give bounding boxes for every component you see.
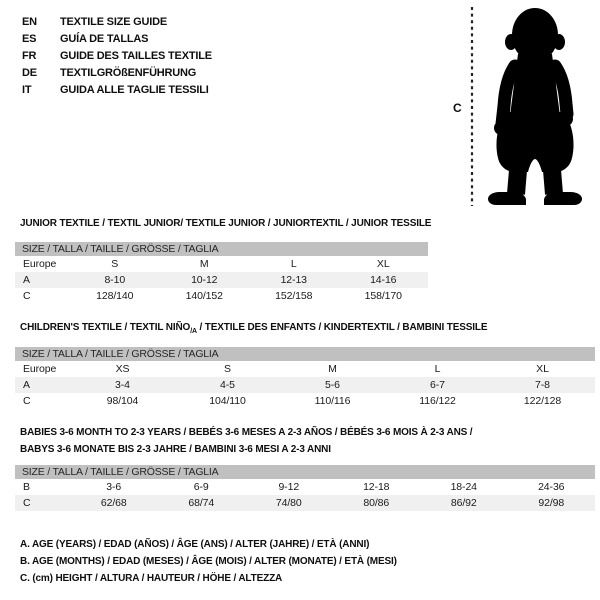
junior-row-height: [15, 288, 428, 304]
age-value: 12-13: [280, 274, 307, 286]
size-value: XL: [536, 363, 549, 375]
age-months-value: 12-18: [363, 481, 390, 493]
age-value: 7-8: [535, 379, 550, 391]
size-value: XL: [376, 258, 390, 270]
guide-title: GUIDE DES TAILLES TEXTILE: [60, 49, 212, 62]
size-value: XS: [115, 363, 130, 375]
age-months-value: 6-9: [193, 481, 209, 493]
babies-table: [15, 465, 595, 511]
guide-title: TEXTILE SIZE GUIDE: [60, 15, 168, 28]
size-value: S: [224, 363, 231, 375]
babies-title-line2: BABYS 3-6 MONATE BIS 2-3 JAHRE / BAMBINI 3-6 MESI A 2-3 ANNI: [20, 443, 331, 455]
row-label: C: [23, 497, 31, 509]
height-value: 68/74: [188, 497, 215, 509]
height-value: 110/116: [314, 395, 351, 407]
language-row-de: [22, 64, 212, 81]
size-value: S: [111, 258, 119, 270]
row-label: C: [23, 395, 31, 407]
junior-row-age: [15, 272, 428, 288]
size-value: L: [434, 363, 441, 375]
legend-block: [20, 536, 397, 587]
height-value: 92/98: [538, 497, 565, 509]
row-label: C: [23, 290, 31, 302]
height-value: 86/92: [450, 497, 477, 509]
height-value: 74/80: [275, 497, 302, 509]
height-value: 98/104: [106, 395, 139, 407]
babies-title-line1: BABIES 3-6 MONTH TO 2-3 YEARS / BEBÉS 3-6 MESES A 2-3 AÑOS / BÉBÉS 3-6 MOIS À 2-3 ANS /: [20, 427, 473, 438]
children-size-header: SIZE / TALLA / TAILLE / GRÖSSE / TAGLIA: [15, 347, 595, 361]
babies-table-title: [20, 425, 490, 458]
size-value: M: [328, 363, 337, 375]
language-row-fr: [22, 47, 212, 64]
legend-height-cm: C. (cm) HEIGHT / ALTURA / HAUTEUR / HÖHE / ALTEZZA: [20, 573, 283, 584]
age-value: 5-6: [325, 379, 340, 391]
height-value: 128/140: [96, 290, 134, 302]
height-value: 116/122: [419, 395, 456, 407]
guide-title: GUÍA DE TALLAS: [60, 32, 149, 45]
height-value: 62/68: [100, 497, 127, 509]
language-row-it: [22, 81, 212, 98]
children-table-title: [20, 322, 487, 338]
age-value: 4-5: [220, 379, 235, 391]
children-row-height: [15, 393, 595, 409]
row-label: Europe: [23, 363, 57, 375]
language-row-en: [22, 13, 212, 30]
age-value: 10-12: [191, 274, 218, 286]
age-value: 8-10: [104, 274, 126, 286]
guide-title: GUIDA ALLE TAGLIE TESSILI: [60, 83, 209, 96]
height-value: 152/158: [275, 290, 313, 302]
legend-age-years: A. AGE (YEARS) / EDAD (AÑOS) / ÂGE (ANS) / ALTER (JAHRE) / ETÀ (ANNI): [20, 539, 370, 550]
language-code: FR: [22, 49, 37, 62]
children-row-europe: [15, 361, 595, 377]
row-label: Europe: [23, 258, 57, 270]
children-row-age: [15, 377, 595, 393]
language-code: ES: [22, 32, 37, 45]
age-months-value: 18-24: [450, 481, 477, 493]
age-value: 14-16: [370, 274, 397, 286]
legend-age-months: B. AGE (MONTHS) / EDAD (MESES) / ÂGE (MOIS) / ALTER (MONATE) / ETÀ (MESI): [20, 556, 397, 567]
age-months-value: 9-12: [278, 481, 300, 493]
size-value: M: [199, 258, 209, 270]
junior-table: [15, 242, 428, 304]
age-months-value: 24-36: [538, 481, 565, 493]
height-value: 122/128: [523, 395, 562, 407]
height-value: 104/110: [209, 395, 246, 407]
babies-row-height: [15, 495, 595, 511]
children-table: [15, 347, 595, 409]
guide-title: TEXTILGRÖßENFÜHRUNG: [60, 66, 197, 79]
children-title-post: / TEXTILE DES ENFANTS / KINDERTEXTIL / BAMBINI TESSILE: [196, 322, 488, 333]
junior-row-europe: [15, 256, 428, 272]
junior-table-title: JUNIOR TEXTILE / TEXTIL JUNIOR/ TEXTILE JUNIOR / JUNIORTEXTIL / JUNIOR TESSILE: [20, 218, 432, 229]
language-title-block: [22, 13, 212, 98]
toddler-silhouette-image: [482, 6, 588, 206]
height-value: 140/152: [185, 290, 223, 302]
age-value: 3-4: [115, 379, 130, 391]
age-value: 6-7: [430, 379, 445, 391]
language-row-es: [22, 30, 212, 47]
row-label: B: [23, 481, 30, 493]
height-value: 158/170: [364, 290, 402, 302]
height-measure-dashed-line: [469, 7, 475, 206]
babies-row-age: [15, 479, 595, 495]
children-title-pre: CHILDREN'S TEXTILE / TEXTIL NIÑO: [20, 322, 191, 333]
height-measure-label: C: [453, 101, 462, 115]
language-code: EN: [22, 15, 37, 28]
language-code: IT: [22, 83, 32, 96]
babies-size-header: SIZE / TALLA / TAILLE / GRÖSSE / TAGLIA: [15, 465, 595, 479]
children-title-sub: /A: [190, 328, 197, 335]
row-label: A: [23, 379, 30, 391]
row-label: A: [23, 274, 30, 286]
size-value: L: [290, 258, 297, 270]
age-months-value: 3-6: [106, 481, 122, 493]
junior-size-header: SIZE / TALLA / TAILLE / GRÖSSE / TAGLIA: [15, 242, 428, 256]
language-code: DE: [22, 66, 37, 79]
height-value: 80/86: [363, 497, 390, 509]
